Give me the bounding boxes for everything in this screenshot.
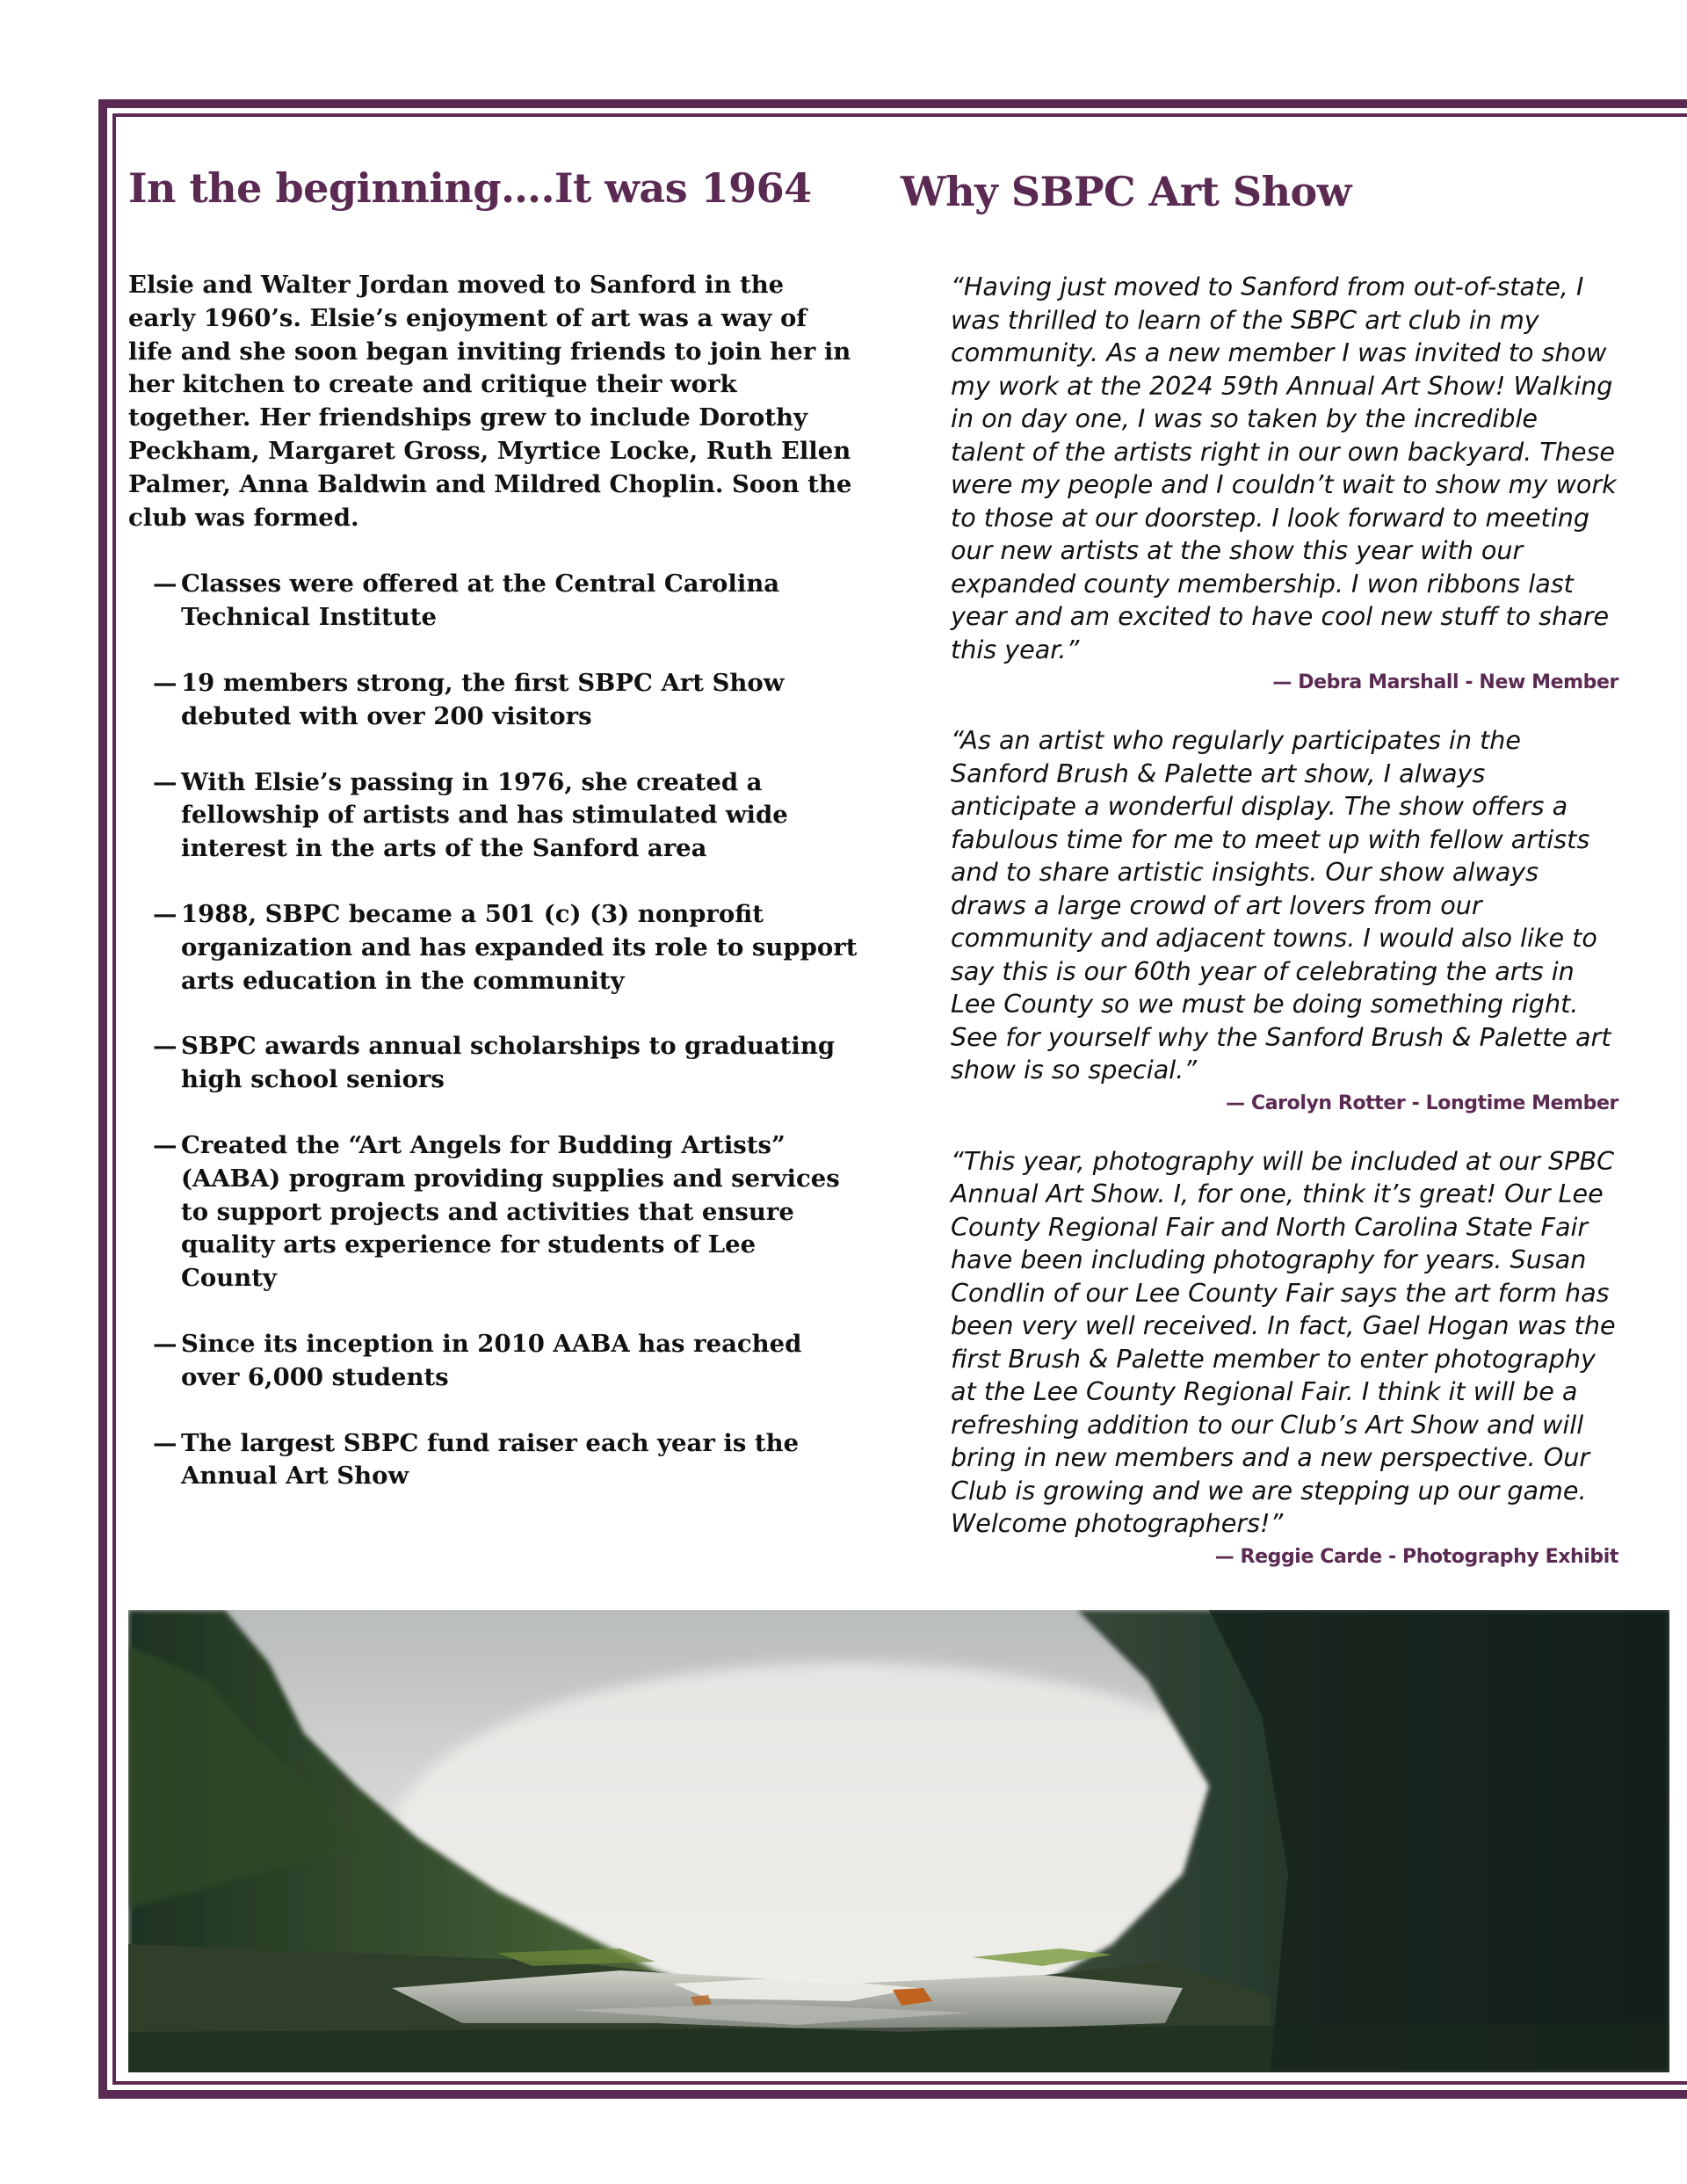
- testimonial-attribution: — Carolyn Rotter - Longtime Member: [1226, 1092, 1618, 1114]
- bullet-text: Classes were offered at the Central Carolina Technical Institute: [181, 570, 780, 632]
- testimonial: [951, 724, 1618, 1117]
- history-bullet: [128, 898, 858, 998]
- bullet-dash: —: [153, 1032, 177, 1061]
- landscape-painting-art: [128, 1610, 1669, 2072]
- history-bullet: [128, 1129, 858, 1295]
- bullet-text: 19 members strong, the first SBPC Art Show debuted with over 200 visitors: [181, 668, 785, 730]
- history-column: [128, 269, 858, 1493]
- testimonials-column: [951, 271, 1618, 1571]
- testimonial: [951, 271, 1618, 696]
- bullet-text: With Elsie’s passing in 1976, she created a fellowship of artists and has stimulated wide interest in the arts of the Sanford area: [181, 767, 788, 863]
- history-bullet: [128, 1030, 858, 1097]
- bullet-dash: —: [153, 1130, 177, 1159]
- history-bullet: [128, 667, 858, 734]
- bullet-dash: —: [153, 668, 177, 697]
- bullet-text: 1988, SBPC became a 501 (c) (3) nonprofit organization and has expanded its role to support arts education in the community: [181, 899, 858, 995]
- testimonial-text: “As an artist who regularly participates in the Sanford Brush & Palette art show, I always anticipate a wonderful display. The show offers a fabulous time for me to meet up with fellow artists and to share artistic insights. Our show always draws a large crowd of art lovers from our community and adjacent towns. I would also like to say this is our 60th year of celebrating the arts in Lee County so we must be doing something right. See for yourself why the Sanford Brush & Palette art show is so special.”: [951, 725, 1611, 1085]
- bullet-dash: —: [153, 1329, 177, 1358]
- testimonial-text: “Having just moved to Sanford from out-of-state, I was thrilled to learn of the SBPC art club in my community. As a new member I was invited to show my work at the 2024 59th Annual Art Show! Walking in on day one, I was so taken by the incredible talent of the artists right in our own backyard. These were my people and I couldn’t wait to show my work to those at our doorstep. I look forward to meeting our new artists at the show this year with our expanded county membership. I won ribbons last year and am excited to have cool new stuff to share this year.”: [951, 272, 1617, 664]
- history-bullet-list: [128, 568, 858, 1493]
- bullet-dash: —: [153, 1428, 177, 1457]
- bullet-dash: —: [153, 899, 177, 928]
- bullet-text: SBPC awards annual scholarships to graduating high school seniors: [181, 1032, 836, 1094]
- history-bullet: [128, 1328, 858, 1395]
- why-heading: Why SBPC Art Show: [901, 168, 1351, 215]
- testimonial-text: “This year, photography will be included at our SPBC Annual Art Show. I, for one, think it’s great! Our Lee County Regional Fair and North Carolina State Fair have been including photography for years. Susan Condlin of our Lee County Fair says the art form has been very well received. In fact, Gael Hogan was the first Brush & Palette member to enter photography at the Lee County Regional Fair. I think it will be a refreshing addition to our Club’s Art Show and will bring in new members and a new perspective. Our Club is growing and we are stepping up our game. Welcome photographers!”: [951, 1145, 1616, 1538]
- history-bullet: [128, 766, 858, 866]
- history-bullet: [128, 568, 858, 635]
- testimonial-attribution: — Debra Marshall - New Member: [1272, 671, 1618, 693]
- bullet-text: The largest SBPC fund raiser each year is the Annual Art Show: [181, 1428, 800, 1491]
- history-intro: Elsie and Walter Jordan moved to Sanford in the early 1960’s. Elsie’s enjoyment of art was a way of life and she soon began inviting friends to join her in her kitchen to create and critique their work together. Her friendships grew to include Dorothy Peckham, Margaret Gross, Myrtice Locke, Ruth Ellen Palmer, Anna Baldwin and Mildred Choplin. Soon the club was formed.: [128, 271, 852, 532]
- testimonial-attribution: — Reggie Carde - Photography Exhibit: [1214, 1545, 1618, 1568]
- bullet-text: Since its inception in 2010 AABA has reached over 6,000 students: [181, 1329, 802, 1391]
- bullet-text: Created the “Art Angels for Budding Artists” (AABA) program providing supplies and services to support projects and activities that ensure quality arts experience for students of Lee County: [181, 1130, 840, 1293]
- bullet-dash: —: [153, 570, 177, 599]
- testimonial: [951, 1145, 1618, 1571]
- bullet-dash: —: [153, 767, 177, 796]
- history-heading: In the beginning….It was 1964: [128, 164, 812, 212]
- landscape-painting: [128, 1610, 1669, 2072]
- history-bullet: [128, 1427, 858, 1494]
